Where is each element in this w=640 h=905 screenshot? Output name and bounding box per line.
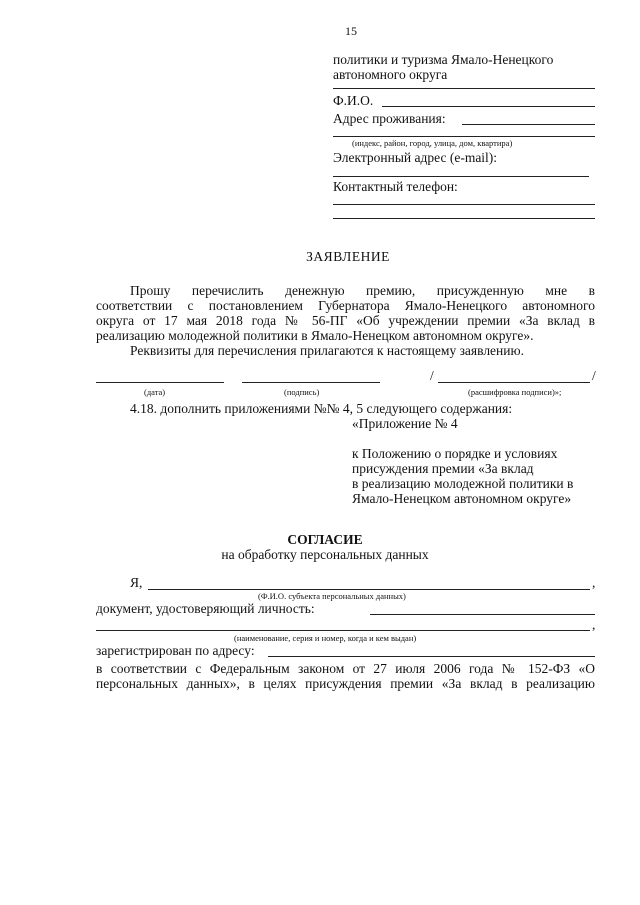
fio-label: Ф.И.О. bbox=[333, 93, 374, 108]
address-blank bbox=[462, 124, 595, 125]
addressee-line-1: политики и туризма Ямало-Ненецкого bbox=[333, 52, 554, 67]
appendix-title: «Приложение № 4 bbox=[352, 416, 458, 431]
appendix-line-4: Ямало-Ненецком автономном округе» bbox=[352, 491, 572, 506]
consent-law-line-2: персональных данных», в целях присуждения премии «За вклад в реализацию bbox=[96, 676, 595, 691]
date-blank bbox=[96, 382, 224, 383]
decode-blank bbox=[438, 382, 590, 383]
phone-label: Контактный телефон: bbox=[333, 179, 458, 194]
address-blank-2 bbox=[333, 136, 595, 137]
consent-registered-blank bbox=[268, 656, 595, 657]
appendix-line-1: к Положению о порядке и условиях bbox=[352, 446, 558, 461]
email-blank bbox=[333, 176, 589, 177]
consent-doc-label: документ, удостоверяющий личность: bbox=[96, 601, 315, 616]
consent-law-line-1: в соответствии с Федеральным законом от 27 июля 2006 года № 152-ФЗ «О bbox=[96, 661, 595, 676]
email-label: Электронный адрес (e-mail): bbox=[333, 150, 498, 165]
address-label: Адрес проживания: bbox=[333, 111, 446, 126]
caption-decode: (расшифровка подписи)»; bbox=[468, 387, 562, 397]
consent-title: СОГЛАСИЕ bbox=[287, 532, 363, 547]
consent-fio-hint: (Ф.И.О. субъекта персональных данных) bbox=[258, 591, 406, 601]
signature-blank bbox=[242, 382, 380, 383]
consent-ya: Я, bbox=[130, 575, 143, 590]
statement-para1-l4: реализацию молодежной политики в Ямало-Ненецком автономном округе». bbox=[96, 328, 534, 343]
slash-right: / bbox=[592, 368, 596, 383]
consent-doc-blank-2 bbox=[96, 630, 590, 631]
consent-subtitle: на обработку персональных данных bbox=[221, 547, 429, 562]
consent-fio-comma: , bbox=[592, 575, 596, 590]
addressee-line-2: автономного округа bbox=[333, 67, 448, 82]
caption-signature: (подпись) bbox=[284, 387, 320, 397]
addressee-blank-line bbox=[333, 88, 595, 89]
statement-para1-first: Прошу перечислить денежную премию, присужденную мне в bbox=[130, 283, 595, 298]
consent-doc-hint: (наименование, серия и номер, когда и кем выдан) bbox=[234, 633, 417, 643]
phone-blank-2 bbox=[333, 218, 595, 219]
statement-title: ЗАЯВЛЕНИЕ bbox=[306, 249, 390, 264]
caption-date: (дата) bbox=[144, 387, 166, 397]
slash-left: / bbox=[430, 368, 434, 383]
statement-para1-l2: соответствии с постановлением Губернатора Ямало-Ненецкого автономного bbox=[96, 298, 595, 313]
phone-blank-1 bbox=[333, 204, 595, 205]
appendix-line-3: в реализацию молодежной политики в bbox=[352, 476, 574, 491]
appendix-line-2: присуждения премии «За вклад bbox=[352, 461, 534, 476]
address-hint: (индекс, район, город, улица, дом, квартира) bbox=[352, 138, 513, 148]
statement-para1-l3: округа от 17 мая 2018 года № 56-ПГ «Об учреждении премии «За вклад в bbox=[96, 313, 595, 328]
consent-doc-blank bbox=[370, 614, 595, 615]
consent-fio-blank bbox=[148, 589, 590, 590]
amendment-text: 4.18. дополнить приложениями №№ 4, 5 следующего содержания: bbox=[130, 401, 513, 416]
page-number: 15 bbox=[345, 24, 357, 38]
fio-blank bbox=[382, 106, 595, 107]
statement-para2: Реквизиты для перечисления прилагаются к настоящему заявлению. bbox=[130, 343, 524, 358]
consent-doc-comma: , bbox=[592, 617, 596, 632]
consent-registered-label: зарегистрирован по адресу: bbox=[96, 643, 255, 658]
